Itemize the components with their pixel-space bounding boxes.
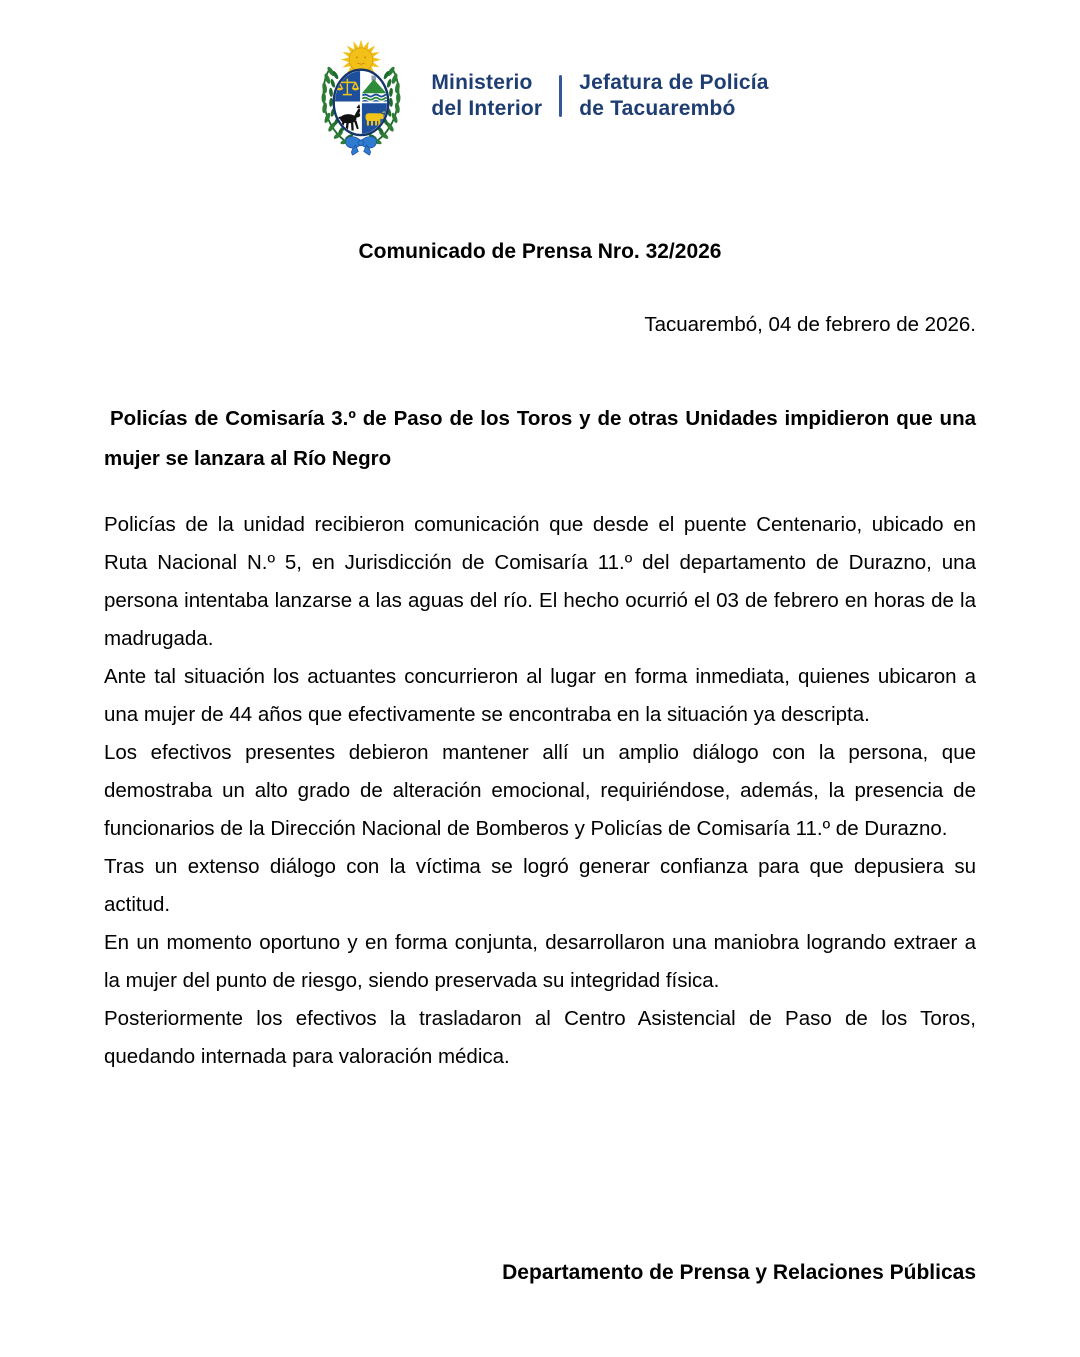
footer-department: Departamento de Prensa y Relaciones Públicas bbox=[502, 1261, 976, 1284]
header-logo bbox=[0, 0, 1080, 159]
brand-divider bbox=[559, 75, 562, 117]
body-paragraph: Ante tal situación los actuantes concurrieron al lugar en forma inmediata, quienes ubicaron a una mujer de 44 años que efectivamente se encontraba en la situación ya descripta. bbox=[104, 665, 976, 726]
body-paragraph: Posteriormente los efectivos la trasladaron al Centro Asistencial de Paso de los Toros, quedando internada para valoración médica. bbox=[104, 1007, 976, 1068]
body-paragraph: Tras un extenso diálogo con la víctima se logró generar confianza para que depusiera su actitud. bbox=[104, 855, 976, 916]
police-office-wordmark bbox=[579, 70, 768, 122]
dateline: Tacuarembó, 04 de febrero de 2026. bbox=[644, 313, 976, 336]
shield-icon bbox=[334, 70, 390, 135]
press-release-body bbox=[104, 506, 976, 1076]
headline: Policías de Comisaría 3.º de Paso de los Toros y de otras Unidades impidieron que una mujer se lanzara al Río Negro bbox=[104, 407, 976, 470]
body-paragraph: Los efectivos presentes debieron mantener allí un amplio diálogo con la persona, que demostraba un alto grado de alteración emocional, requiriéndose, además, la presencia de funcionarios de la Dirección Nacional de Bomberos y Policías de Comisaría 11.º de Durazno. bbox=[104, 741, 976, 840]
body-paragraph: Policías de la unidad recibieron comunicación que desde el puente Centenario, ubicado en Ruta Nacional N.º 5, en Jurisdicción de Comisaría 11.º del departamento de Durazno, una persona intentaba lanzarse a las aguas del río. El hecho ocurrió el 03 de febrero en horas de la madrugada. bbox=[104, 513, 976, 650]
uruguay-coat-of-arms-icon bbox=[311, 33, 411, 159]
ministry-wordmark bbox=[431, 70, 542, 122]
ministry-line1: Ministerio bbox=[431, 71, 533, 94]
ribbon-bow-icon bbox=[346, 137, 377, 156]
office-line2: de Tacuarembó bbox=[579, 97, 736, 120]
office-line1: Jefatura de Policía bbox=[579, 71, 769, 94]
press-release-title: Comunicado de Prensa Nro. 32/2026 bbox=[358, 240, 722, 263]
body-paragraph: En un momento oportuno y en forma conjunta, desarrollaron una maniobra logrando extraer a la mujer del punto de riesgo, siendo preservada su integridad física. bbox=[104, 931, 976, 992]
ministry-line2: del Interior bbox=[431, 97, 543, 120]
document-content bbox=[0, 239, 1080, 1076]
